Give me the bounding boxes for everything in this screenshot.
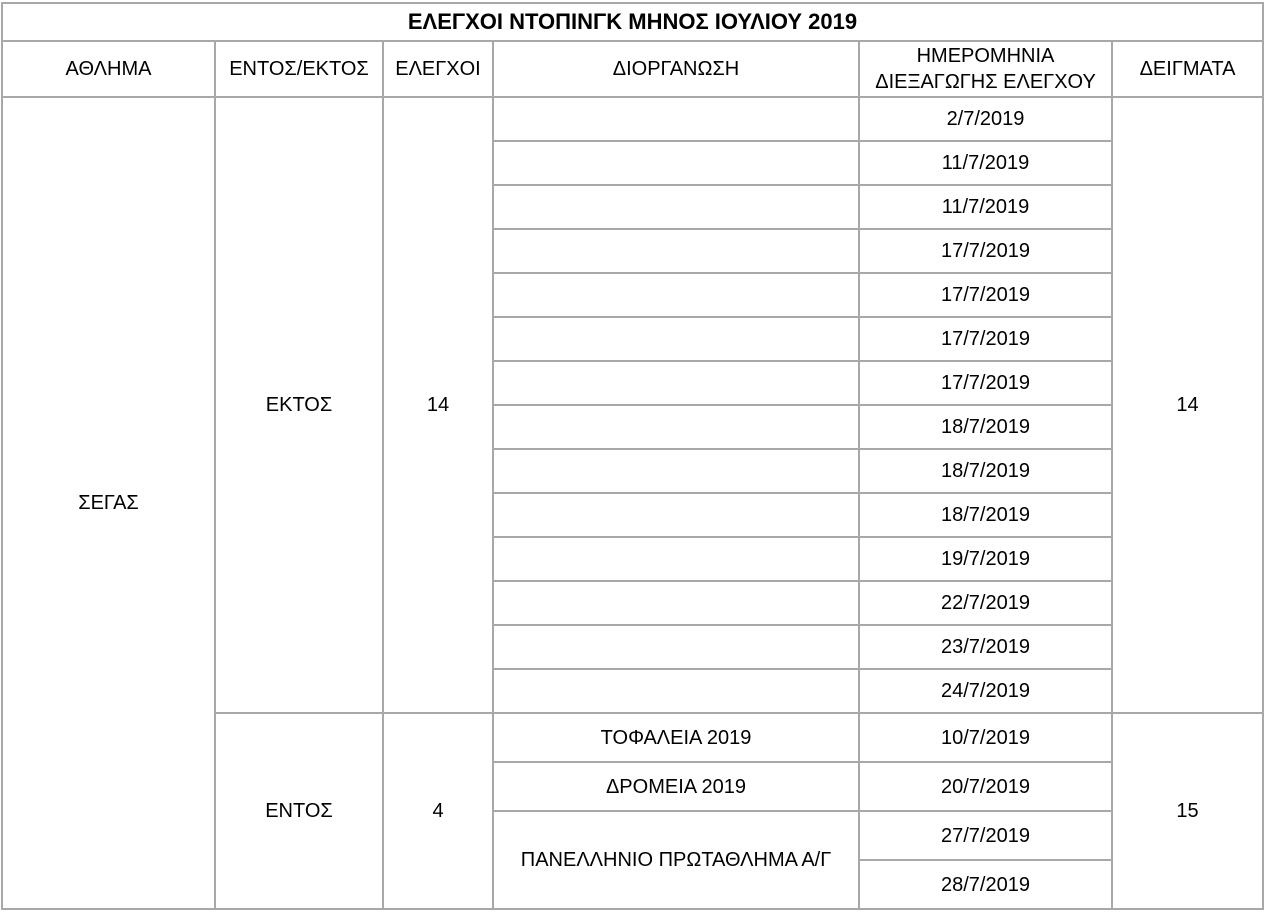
out-controls-cell: 14 xyxy=(383,97,493,713)
date-cell: 17/7/2019 xyxy=(859,361,1112,405)
in-controls-cell: 4 xyxy=(383,713,493,909)
organization-cell xyxy=(493,141,859,185)
table-title: ΕΛΕΓΧΟΙ ΝΤΟΠΙΝΓΚ ΜΗΝΟΣ ΙΟΥΛΙΟΥ 2019 xyxy=(2,3,1263,41)
out-samples-cell: 14 xyxy=(1112,97,1263,713)
in-label-cell: ΕΝΤΟΣ xyxy=(215,713,383,909)
date-cell: 22/7/2019 xyxy=(859,581,1112,625)
organization-cell xyxy=(493,669,859,713)
date-cell: 27/7/2019 xyxy=(859,811,1112,860)
organization-cell xyxy=(493,493,859,537)
header-samples: ΔΕΙΓΜΑΤΑ xyxy=(1112,41,1263,97)
organization-cell xyxy=(493,97,859,141)
date-cell: 18/7/2019 xyxy=(859,449,1112,493)
header-sport: ΑΘΛΗΜΑ xyxy=(2,41,215,97)
sport-cell: ΣΕΓΑΣ xyxy=(2,97,215,909)
doping-controls-table xyxy=(1,2,1264,910)
organization-cell xyxy=(493,185,859,229)
date-cell: 23/7/2019 xyxy=(859,625,1112,669)
date-cell: 28/7/2019 xyxy=(859,860,1112,909)
date-cell: 11/7/2019 xyxy=(859,141,1112,185)
header-controls: ΕΛΕΓΧΟΙ xyxy=(383,41,493,97)
date-cell: 20/7/2019 xyxy=(859,762,1112,811)
date-cell: 18/7/2019 xyxy=(859,493,1112,537)
organization-cell xyxy=(493,361,859,405)
header-date-line2: ΔΙΕΞΑΓΩΓΗΣ ΕΛΕΓΧΟΥ xyxy=(875,71,1096,93)
header-date-line1: ΗΜΕΡΟΜΗΝΙΑ xyxy=(916,45,1055,67)
date-cell: 19/7/2019 xyxy=(859,537,1112,581)
date-cell: 17/7/2019 xyxy=(859,317,1112,361)
header-in-out: ΕΝΤΟΣ/ΕΚΤΟΣ xyxy=(215,41,383,97)
date-cell: 10/7/2019 xyxy=(859,713,1112,762)
date-cell: 11/7/2019 xyxy=(859,185,1112,229)
date-cell: 18/7/2019 xyxy=(859,405,1112,449)
organization-cell xyxy=(493,537,859,581)
organization-cell xyxy=(493,273,859,317)
organization-cell xyxy=(493,405,859,449)
out-label-cell: ΕΚΤΟΣ xyxy=(215,97,383,713)
organization-cell: ΤΟΦΑΛΕΙΑ 2019 xyxy=(493,713,859,762)
organization-cell xyxy=(493,581,859,625)
organization-cell: ΔΡΟΜΕΙΑ 2019 xyxy=(493,762,859,811)
organization-cell xyxy=(493,317,859,361)
organization-cell xyxy=(493,449,859,493)
date-cell: 17/7/2019 xyxy=(859,229,1112,273)
organization-cell: ΠΑΝΕΛΛΗΝΙΟ ΠΡΩΤΑΘΛΗΜΑ Α/Γ xyxy=(493,811,859,909)
in-samples-cell: 15 xyxy=(1112,713,1263,909)
date-cell: 17/7/2019 xyxy=(859,273,1112,317)
date-cell: 2/7/2019 xyxy=(859,97,1112,141)
organization-cell xyxy=(493,229,859,273)
header-date xyxy=(859,41,1112,97)
organization-cell xyxy=(493,625,859,669)
header-organization: ΔΙΟΡΓΑΝΩΣΗ xyxy=(493,41,859,97)
date-cell: 24/7/2019 xyxy=(859,669,1112,713)
table-row xyxy=(2,97,1263,141)
